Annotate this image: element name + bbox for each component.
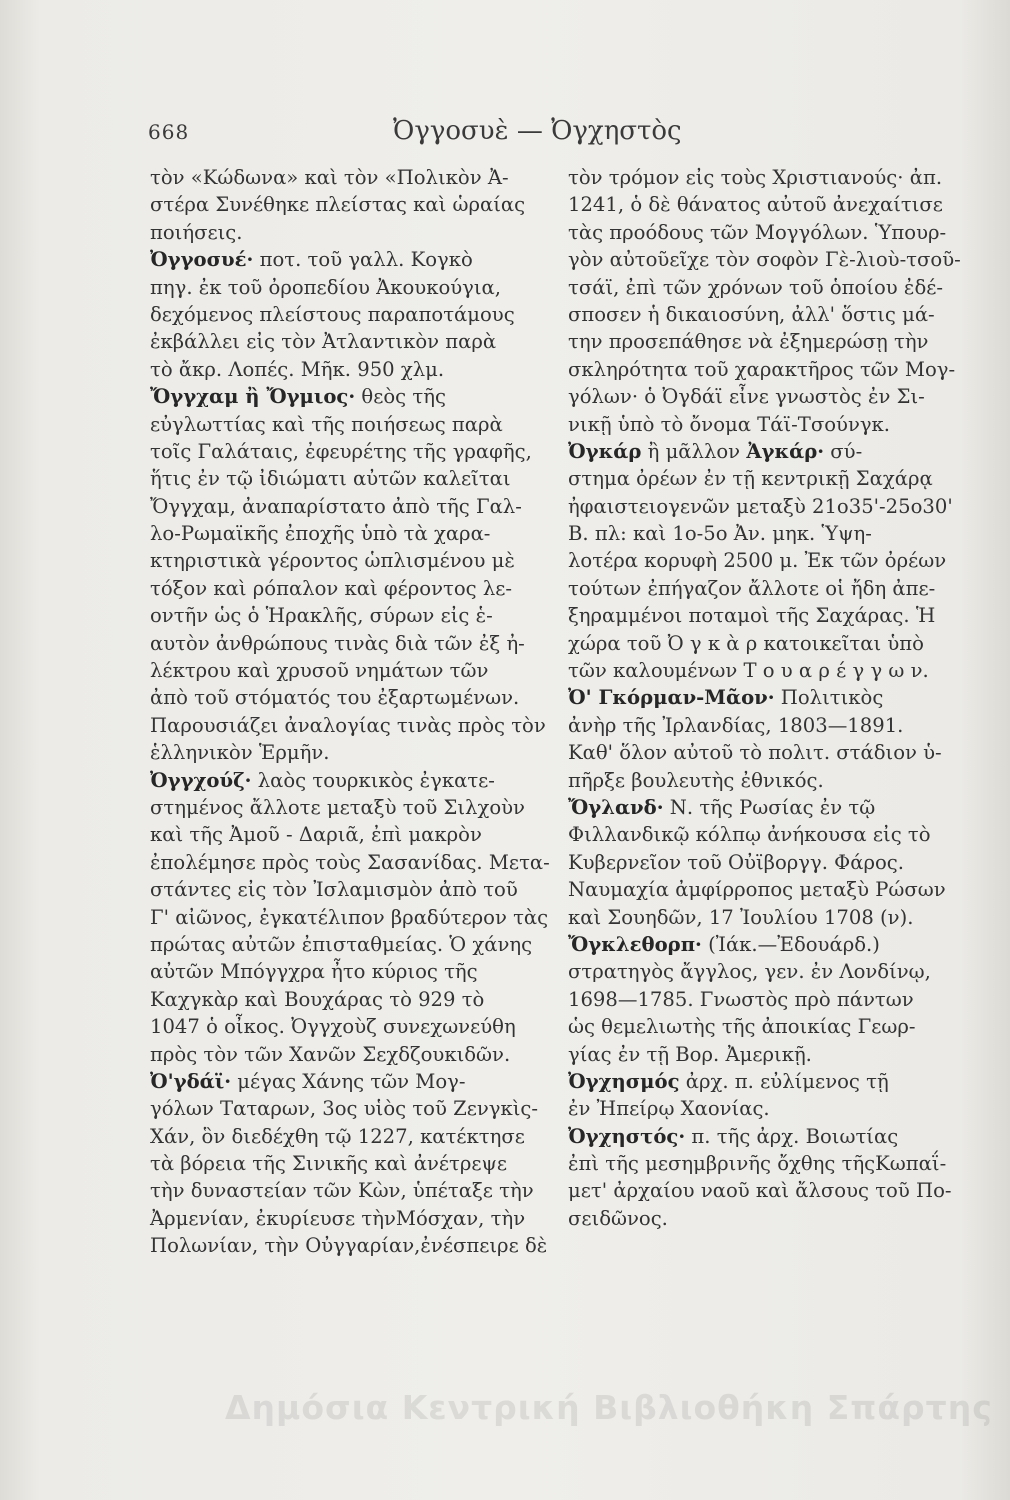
line-text: τὸ ἄκρ. Λοπές. Μῆκ. 950 χλμ. [150,357,445,381]
line-text: Χάν, ὃν διεδέχθη τῷ 1227, κατέκτησε [150,1124,525,1148]
line-text: ξηραμμένοι ποταμοὶ τῆς Σαχάρας. Ἡ [568,604,936,628]
line-text: πρὸς τὸν τῶν Χανῶν Σεχδζουκιδῶν. [150,1042,511,1066]
right-column [568,164,960,1232]
text-line [150,1205,540,1232]
line-text: στημένος ἄλλοτε μεταξὺ τοῦ Σιλχοὺν [150,795,525,819]
text-line [568,547,960,574]
line-text: ἐπὶ τῆς μεσημβρινῆς ὄχθης τῆςΚωπαΐ- [568,1152,947,1176]
line-text: καὶ Σουηδῶν, 17 Ἰουλίου 1708 (ν). [568,905,914,929]
text-line [150,328,540,355]
text-line [150,493,540,520]
text-line [568,821,960,848]
text-line [568,328,960,355]
text-line [568,739,960,766]
line-text: σκληρότητα τοῦ χαρακτῆρος τῶν Μογ- [568,357,956,381]
line-text: την προσεπάθησε νὰ ἐξημερώσῃ τὴν [568,330,929,354]
text-line [150,739,540,766]
line-text: γίας ἐν τῇ Βορ. Ἀμερικῇ. [568,1042,812,1066]
entry-headword: Ὄγκλεθορπ· [568,932,702,956]
line-text: στέρα Συνέθηκε πλείστας καὶ ὡραίας [150,193,526,217]
line-text: τσάϊ, ἐπὶ τῶν χρόνων τοῦ ὁποίου ἐδέ- [568,275,944,299]
line-text: ἀνὴρ τῆς Ἰρλανδίας, 1803—1891. [568,713,904,737]
line-text: τῶν καλουμένων Τ ο υ α ρ έ γ γ ω ν. [568,659,929,683]
line-text: πηγ. ἐκ τοῦ ὀροπεδίου Ἀκουκούγια, [150,275,502,299]
line-text: Γ' αἰῶνος, ἐγκατέλιπον βραδύτερον τὰς [150,905,549,929]
text-line [150,1068,540,1095]
text-line [150,1232,548,1259]
text-line [150,547,540,574]
text-line [150,821,540,848]
text-line [150,191,540,218]
line-text: 1047 ὁ οἶκος. Ὀγγχοὺζ συνεχωνεύθη [150,1015,516,1039]
entry-headword: Ὀ' Γκόρμαν-Μᾶον· [568,686,775,710]
text-line [150,712,546,739]
line-text: ἐν Ἠπείρῳ Χαονίας. [568,1097,770,1121]
text-line [568,383,960,410]
line-text: Φιλλανδικῷ κόλπῳ ἀνήκουσα εἰς τὸ [568,823,931,847]
text-line [150,383,540,410]
text-line [568,684,960,711]
line-text: τὴν δυναστείαν τῶν Κὼν, ὑπέταξε τὴν [150,1179,534,1203]
line-text: ἑλληνικὸν Ἑρμῆν. [150,741,330,765]
line-text: νικῇ ὑπὸ τὸ ὄνομα Τάϊ-Τσούνγκ. [568,412,891,436]
entry-headword: Ὀ'γδάϊ· [150,1069,232,1093]
text-line [568,1177,960,1204]
line-text: τὸν «Κώδωνα» καὶ τὸν «Πολικὸν Ἀ- [150,166,509,189]
line-text: σύ- [824,439,863,463]
line-text: λέκτρου καὶ χρυσοῦ νημάτων τῶν [150,659,489,683]
text-line [150,794,540,821]
line-text: Ναυμαχία ἀμφίρροπος μεταξὺ Ρώσων [568,878,946,902]
line-text: ἀπὸ τοῦ στόματός του ἐξαρτωμένων. [150,686,520,710]
line-text: σποσεν ἡ δικαιοσύνη, ἀλλ' ὅστις μά- [568,302,935,326]
text-line [568,219,960,246]
text-line [150,657,540,684]
line-text: Παρουσιάζει ἀναλογίας τινὰς πρὸς τὸν [150,713,546,737]
line-text: (Ἰάκ.—Ἐδουάρδ.) [701,932,880,956]
text-line [568,602,960,629]
text-line [568,438,960,465]
line-text: στημα ὀρέων ἐν τῇ κεντρικῇ Σαχάρᾳ [568,467,933,491]
line-text: θεὸς τῆς [355,385,446,409]
text-line [568,246,960,273]
text-line [568,520,960,547]
line-text: μέγας Χάνης τῶν Μογ- [231,1069,466,1093]
text-line [568,876,960,903]
text-line [568,493,960,520]
text-line [150,164,540,191]
line-text: κτηριστικὰ γέροντος ὡπλισμένου μὲ [150,549,515,573]
text-line [150,1095,540,1122]
text-line [150,1013,540,1040]
line-text: Κυβερνεῖον τοῦ Οὐϊβοργγ. Φάρος. [568,850,904,874]
line-text: χώρα τοῦ Ὀ γ κ ὰ ρ κατοικεῖται ὑπὸ [568,631,924,655]
text-line [568,630,960,657]
text-line [568,849,960,876]
running-head: Ὀγγοσυὲ — Ὀγχηστὸς [393,116,682,146]
text-line [150,602,540,629]
line-text: σειδῶνος. [568,1206,668,1230]
line-text: π. τῆς ἀρχ. Βοιωτίας [685,1124,899,1148]
line-text: γόλων· ὁ Ὀγδάϊ εἶνε γνωστὸς ἐν Σι- [568,385,925,409]
text-line [150,684,540,711]
text-line [568,274,960,301]
text-line [568,794,960,821]
line-text: 1241, ὁ δὲ θάνατος αὐτοῦ ἀνεχαίτισε [568,193,943,217]
line-text: ἀρχ. π. εὐλίμενος τῇ [679,1069,889,1093]
line-text: πῆρξε βουλευτὴς ἐθνικός. [568,768,824,792]
line-text: οντῆν ὡς ὁ Ἡρακλῆς, σύρων εἰς ἑ- [150,604,493,628]
text-line [568,904,960,931]
line-text: 1698—1785. Γνωστὸς πρὸ πάντων [568,987,914,1011]
line-text: δεχόμενος πλείστους παραποτάμους [150,302,515,326]
line-text: καὶ τῆς Ἀμοῦ - Δαριᾶ, ἐπὶ μακρὸν [150,823,482,847]
text-line [150,575,540,602]
line-text: Καθ' ὅλον αὐτοῦ τὸ πολιτ. στάδιον ὑ- [568,741,942,765]
line-text: λο-Ρωμαϊκῆς ἐποχῆς ὑπὸ τὰ χαρα- [150,522,491,546]
line-text: Ὄγγχαμ, ἀναπαρίστατο ἀπὸ τῆς Γαλ- [150,494,522,518]
line-text: Β. πλ: καὶ 1ο-5ο Ἀν. μηκ. Ὑψη- [568,522,872,546]
entry-headword: Ὀγχησμός [568,1069,680,1093]
text-line [568,958,960,985]
line-text: εὐγλωττίας καὶ τῆς ποιήσεως παρὰ [150,412,503,436]
text-line [150,876,540,903]
text-line [150,1177,540,1204]
text-line [150,849,550,876]
line-text: μετ' ἀρχαίου ναοῦ καὶ ἄλσους τοῦ Πο- [568,1179,952,1203]
line-text: στρατηγὸς ἄγγλος, γεν. ἐν Λονδίνῳ, [568,960,931,984]
page-header [148,112,908,152]
text-line [150,1123,540,1150]
text-line [150,438,540,465]
text-line [568,1068,960,1095]
text-line [150,274,540,301]
text-line [150,767,540,794]
line-text: Πολιτικὸς [774,686,884,710]
line-text: ὡς θεμελιωτὴς τῆς ἀποικίας Γεωρ- [568,1015,916,1039]
line-text: τὰ βόρεια τῆς Σινικῆς καὶ ἀνέτρεψε [150,1152,508,1176]
line-text: Πολωνίαν, τὴν Οὐγγαρίαν,ἐνέσπειρε δὲ [150,1234,548,1258]
line-text: ἥτις ἐν τῷ ἰδιώματι αὐτῶν καλεῖται [150,467,511,491]
text-line [568,931,960,958]
line-text: τόξον καὶ ρόπαλον καὶ φέροντος λε- [150,576,513,600]
line-text: τὰς προόδους τῶν Μογγόλων. Ὑπουρ- [568,220,947,244]
text-line [568,1123,960,1150]
line-text: τοῖς Γαλάταις, ἐφευρέτης τῆς γραφῆς, [150,439,532,463]
line-text: ἠφαιστειογενῶν μεταξὺ 21ο35'-25ο30' [568,494,953,518]
text-line [568,164,960,191]
entry-headword: Ὀγγοσυέ· [150,248,254,272]
text-line [150,931,540,958]
line-text: τὸν τρόμον εἰς τοὺς Χριστιανούς· ἀπ. [568,166,943,189]
entry-headword: Ὀγκάρ [568,439,642,463]
line-text: Καχγκὰρ καὶ Βουχάρας τὸ 929 τὸ [150,987,485,1011]
text-line [150,1041,540,1068]
page-number: 668 [148,120,190,144]
line-text: ποτ. τοῦ γαλλ. Κογκὸ [253,248,473,272]
text-line [568,411,960,438]
line-text: Ἀρμενίαν, ἐκυρίευσε τὴνΜόσχαν, τὴν [150,1206,526,1230]
text-line [568,356,960,383]
entry-headword: Ὄγλανδ· [568,795,664,819]
line-text: γόλων Ταταρων, 3ος υἱὸς τοῦ Ζενγκὶς- [150,1097,539,1121]
line-text: αὐτῶν Μπόγγχρα ἦτο κύριος τῆς [150,960,478,984]
entry-headword: Ὀγγχούζ· [150,768,252,792]
line-text: γὸν αὐτοῦεῖχε τὸν σοφὸν Γὲ-λιοὺ-τσοῦ- [568,248,961,272]
text-line [150,986,540,1013]
text-line [568,986,960,1013]
line-text: τούτων ἐπήγαζον ἄλλοτε οἱ ἤδη ἀπε- [568,576,936,600]
text-line [150,219,540,246]
text-line [568,465,960,492]
text-line [568,657,960,684]
text-line [150,958,540,985]
entry-headword: Ὄγγχαμ ἢ Ὄγμιος· [150,385,356,409]
text-line [150,904,549,931]
text-line [150,246,540,273]
entry-headword: Ἀγκάρ· [746,439,825,463]
text-line [568,191,960,218]
text-line [568,712,960,739]
line-text: ἢ μᾶλλον [641,439,747,463]
line-text: ἐπολέμησε πρὸς τοὺς Σασανίδας. Μετα- [150,850,550,874]
line-text: στάντες εἰς τὸν Ἰσλαμισμὸν ἀπὸ τοῦ [150,878,518,902]
line-text: λοτέρα κορυφὴ 2500 μ. Ἐκ τῶν ὀρέων [568,549,947,573]
line-text: αυτὸν ἀνθρώπους τινὰς διὰ τῶν ἐξ ἠ- [150,631,525,655]
text-line [150,411,540,438]
text-line [150,356,540,383]
text-line [568,1205,960,1232]
line-text: Ν. τῆς Ρωσίας ἐν τῷ [663,795,876,819]
line-text: ποιήσεις. [150,220,243,244]
text-line [150,630,540,657]
text-line [568,575,960,602]
line-text: πρώτας αὐτῶν ἐπισταθμείας. Ὁ χάνης [150,932,533,956]
text-line [568,1150,960,1177]
line-text: ἐκβάλλει εἰς τὸν Ἀτλαντικὸν παρὰ [150,330,497,354]
text-line [150,1150,540,1177]
text-line [150,465,540,492]
line-text: λαὸς τουρκικὸς ἐγκατε- [251,768,495,792]
library-watermark: Δημόσια Κεντρική Βιβλιοθήκη Σπάρτης [225,1388,993,1427]
text-line [568,301,960,328]
text-line [568,1095,960,1122]
entry-headword: Ὀγχηστός· [568,1124,686,1148]
text-line [568,767,960,794]
text-line [150,520,540,547]
text-line [150,301,540,328]
left-column [150,164,550,1260]
text-line [568,1041,960,1068]
text-line [568,1013,960,1040]
